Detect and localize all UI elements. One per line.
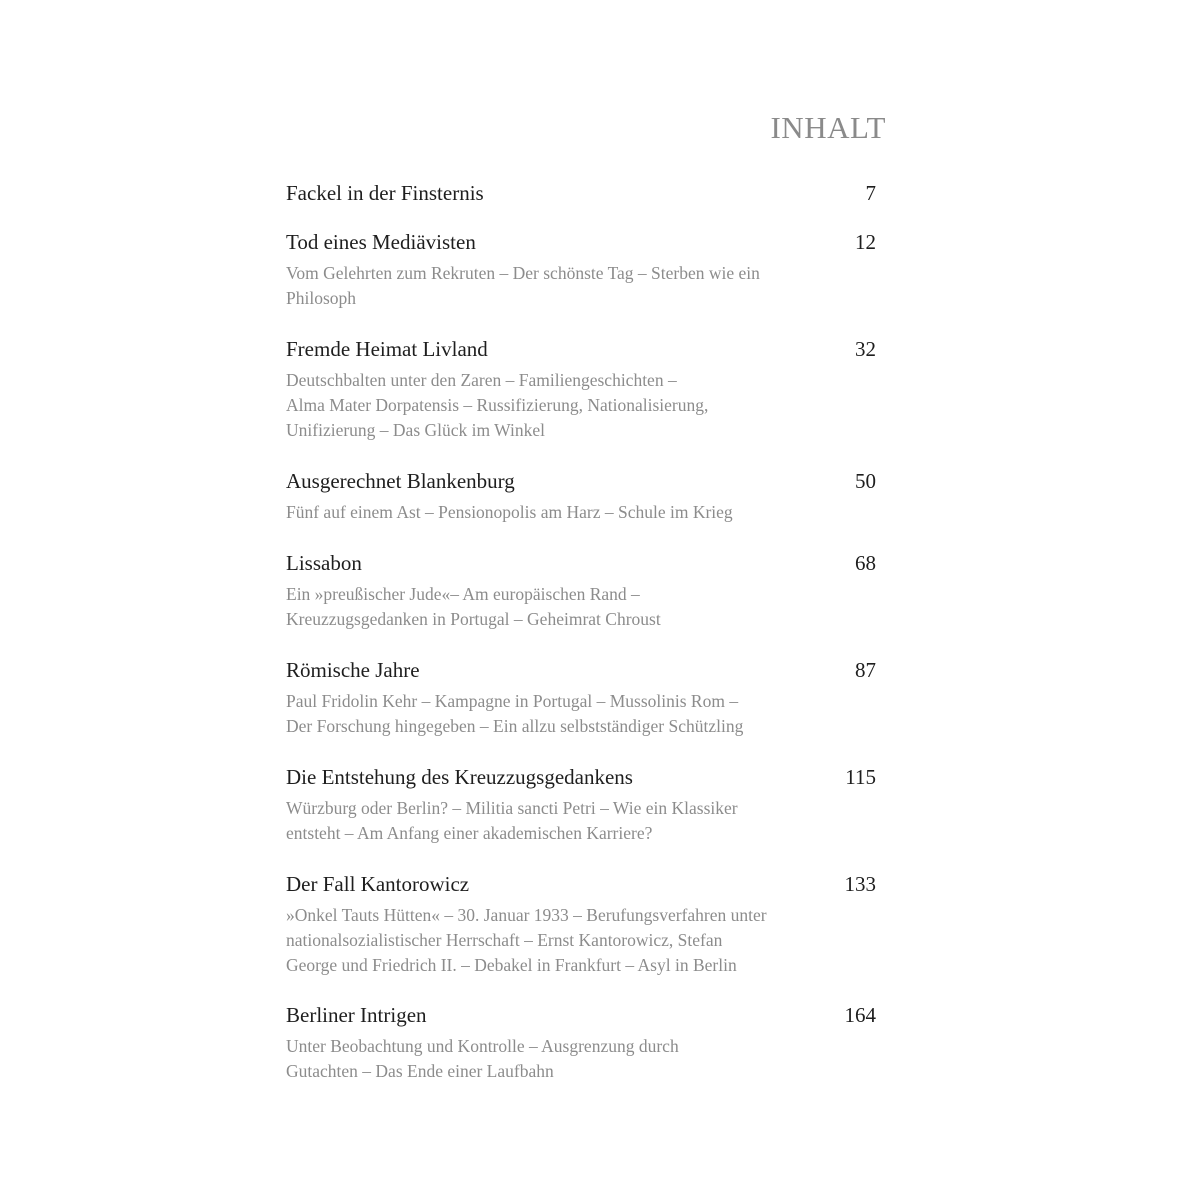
- chapter-title: Der Fall Kantorowicz: [286, 872, 470, 896]
- subtopic-line: Würzburg oder Berlin? – Militia sancti Petri – Wie ein Klassiker: [286, 798, 738, 818]
- subtopic-line: Gutachten – Das Ende einer Laufbahn: [286, 1061, 554, 1081]
- chapter-page-number: 87: [855, 658, 876, 682]
- chapter-title: Berliner Intrigen: [286, 1003, 427, 1027]
- subtopic-line: Der Forschung hingegeben – Ein allzu selbstständiger Schützling: [286, 716, 744, 736]
- subtopic-line: Vom Gelehrten zum Rekruten – Der schönste Tag – Sterben wie ein: [286, 263, 760, 283]
- chapter-subtopics: [286, 582, 806, 632]
- toc-entry-head: [286, 655, 876, 685]
- chapter-page-number: 164: [844, 1003, 876, 1027]
- chapter-title: Römische Jahre: [286, 658, 420, 682]
- toc-entry-head: [286, 1000, 876, 1030]
- toc-entry: [286, 178, 876, 208]
- toc-entry-head: [286, 334, 876, 364]
- toc-entry-head: [286, 178, 876, 208]
- subtopic-line: Unter Beobachtung und Kontrolle – Ausgrenzung durch: [286, 1036, 679, 1056]
- chapter-title: Fremde Heimat Livland: [286, 337, 488, 361]
- subtopic-line: entsteht – Am Anfang einer akademischen Karriere?: [286, 823, 653, 843]
- toc-entry-head: [286, 548, 876, 578]
- subtopic-line: nationalsozialistischer Herrschaft – Ernst Kantorowicz, Stefan: [286, 930, 723, 950]
- chapter-title: Fackel in der Finsternis: [286, 181, 484, 205]
- subtopic-line: Deutschbalten unter den Zaren – Familiengeschichten –: [286, 370, 677, 390]
- chapter-page-number: 7: [865, 181, 876, 205]
- chapter-subtopics: [286, 689, 806, 739]
- chapter-page-number: 133: [844, 872, 876, 896]
- chapter-subtopics: [286, 796, 806, 846]
- toc-entry: [286, 548, 876, 632]
- chapter-subtopics: [286, 1034, 806, 1084]
- chapter-page-number: 68: [855, 551, 876, 575]
- subtopic-line: Fünf auf einem Ast – Pensionopolis am Harz – Schule im Krieg: [286, 502, 733, 522]
- toc-entry-head: [286, 227, 876, 257]
- toc-entry-head: [286, 762, 876, 792]
- toc-entry: [286, 1000, 876, 1084]
- subtopic-line: Kreuzzugsgedanken in Portugal – Geheimrat Chroust: [286, 609, 661, 629]
- subtopic-line: »Onkel Tauts Hütten« – 30. Januar 1933 – Berufungsverfahren unter: [286, 905, 767, 925]
- chapter-title: Die Entstehung des Kreuzzugsgedankens: [286, 765, 633, 789]
- chapter-title: Lissabon: [286, 551, 362, 575]
- toc-entry: [286, 869, 876, 978]
- toc-entry-head: [286, 869, 876, 899]
- page-heading: INHALT: [770, 110, 886, 145]
- toc-entry: [286, 334, 876, 443]
- toc-entry: [286, 655, 876, 739]
- chapter-page-number: 32: [855, 337, 876, 361]
- toc-entry: [286, 466, 876, 525]
- subtopic-line: Alma Mater Dorpatensis – Russifizierung, Nationalisierung,: [286, 395, 709, 415]
- toc-entry: [286, 227, 876, 311]
- subtopic-line: Unifizierung – Das Glück im Winkel: [286, 420, 545, 440]
- toc-entry: [286, 762, 876, 846]
- chapter-page-number: 12: [855, 230, 876, 254]
- chapter-subtopics: [286, 261, 806, 311]
- toc-entry-head: [286, 466, 876, 496]
- chapter-page-number: 115: [845, 765, 876, 789]
- chapter-title: Tod eines Mediävisten: [286, 230, 476, 254]
- subtopic-line: Ein »preußischer Jude«– Am europäischen Rand –: [286, 584, 640, 604]
- chapter-subtopics: [286, 903, 806, 978]
- subtopic-line: Paul Fridolin Kehr – Kampagne in Portugal – Mussolinis Rom –: [286, 691, 739, 711]
- chapter-title: Ausgerechnet Blankenburg: [286, 469, 515, 493]
- subtopic-line: Philosoph: [286, 288, 357, 308]
- chapter-subtopics: [286, 500, 806, 525]
- chapter-subtopics: [286, 368, 806, 443]
- subtopic-line: George und Friedrich II. – Debakel in Frankfurt – Asyl in Berlin: [286, 955, 737, 975]
- chapter-page-number: 50: [855, 469, 876, 493]
